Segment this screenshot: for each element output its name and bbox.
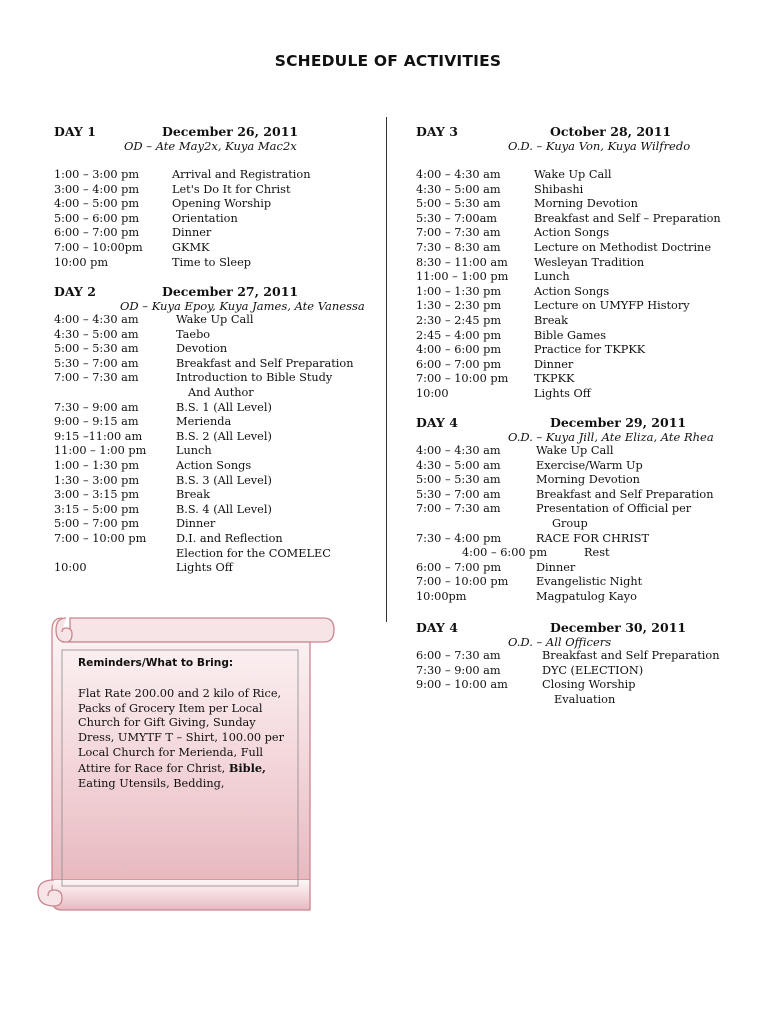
schedule-row: [54, 532, 374, 547]
schedule-time: 9:00 – 10:00 am: [416, 678, 508, 692]
reminders-text: [78, 656, 290, 791]
schedule-row: [416, 649, 756, 664]
schedule-row: [416, 183, 756, 198]
schedule-activity: Taebo: [176, 327, 211, 341]
schedule-time: 7:00 – 10:00 pm: [54, 531, 147, 545]
schedule-row: [416, 387, 756, 402]
schedule-activity: And Author: [188, 385, 254, 399]
column-divider: [386, 117, 387, 622]
schedule-activity: Wake Up Call: [176, 313, 254, 326]
schedule-time: 10:00: [416, 386, 449, 400]
schedule-time: 9:15 –11:00 am: [54, 429, 143, 443]
schedule-activity: Group: [552, 516, 588, 530]
schedule-time: 8:30 – 11:00 am: [416, 255, 508, 269]
schedule-row: [54, 168, 374, 183]
schedule-row: [416, 546, 756, 561]
schedule-row: [416, 372, 756, 387]
day-4b-schedule: [416, 620, 756, 707]
reminders-line: [78, 761, 290, 777]
schedule-time: 10:00 pm: [54, 255, 109, 269]
schedule-row: [416, 285, 756, 300]
schedule-activity: TKPKK: [534, 372, 575, 386]
schedule-time: 3:15 – 5:00 pm: [54, 502, 140, 516]
schedule-time: 7:00 – 10:00pm: [54, 240, 143, 254]
schedule-row: [416, 517, 756, 532]
schedule-time: 4:30 – 5:00 am: [416, 458, 501, 472]
reminders-line: Packs of Grocery Item per Local: [78, 701, 263, 715]
schedule-row: [416, 575, 756, 590]
schedule-row: [54, 386, 374, 401]
schedule-activity: Break: [534, 313, 568, 327]
schedule-row: [54, 256, 374, 271]
schedule-activity: Devotion: [176, 342, 228, 356]
schedule-activity: D.I. and Reflection: [176, 531, 283, 545]
schedule-activity: Breakfast and Self Preparation: [176, 356, 354, 370]
schedule-time: 7:00 – 7:30 am: [416, 502, 501, 516]
schedule-time: 2:45 – 4:00 pm: [416, 328, 502, 342]
day-4-schedule: [416, 415, 756, 605]
schedule-activity: B.S. 4 (All Level): [176, 502, 272, 516]
day-1-schedule: [54, 124, 374, 270]
schedule-activity: Election for the COMELEC: [176, 546, 331, 560]
schedule-time: 4:00 – 5:00 pm: [54, 197, 140, 211]
schedule-time: 7:30 – 8:30 am: [416, 240, 501, 254]
schedule-row: [54, 197, 374, 212]
day-header: [54, 124, 374, 139]
day-header: [416, 620, 756, 635]
schedule-activity: Rest: [584, 546, 610, 560]
schedule-time: 9:00 – 9:15 am: [54, 415, 139, 429]
schedule-activity: Wesleyan Tradition: [534, 255, 645, 269]
schedule-row: [54, 401, 374, 416]
schedule-row: [54, 561, 374, 576]
schedule-activity: Practice for TKPKK: [534, 343, 646, 357]
schedule-time: 1:30 – 3:00 pm: [54, 473, 140, 487]
schedule-row: [416, 459, 756, 474]
day-label: DAY 1: [54, 124, 96, 139]
schedule-activity: Lunch: [534, 270, 570, 284]
schedule-row: [54, 503, 374, 518]
day-date: December 29, 2011: [550, 415, 687, 430]
schedule-row: [54, 241, 374, 256]
schedule-activity: Exercise/Warm Up: [536, 458, 643, 472]
schedule-activity: Shibashi: [534, 182, 584, 196]
schedule-row: [416, 256, 756, 271]
schedule-activity: Orientation: [172, 211, 238, 225]
officer-of-the-day: O.D. – Kuya Jill, Ate Eliza, Ate Rhea: [508, 430, 714, 444]
officer-of-the-day: O.D. – All Officers: [508, 635, 612, 649]
schedule-activity: Magpatulog Kayo: [536, 589, 637, 603]
schedule-row: [416, 212, 756, 227]
schedule-row: [54, 547, 374, 562]
schedule-activity: Dinner: [536, 560, 576, 574]
schedule-time: 5:00 – 5:30 am: [416, 197, 501, 211]
reminders-bold-word: Bible,: [228, 760, 266, 775]
schedule-time: 6:00 – 7:00 pm: [54, 226, 140, 240]
schedule-row: [416, 343, 756, 358]
schedule-time: 5:00 – 5:30 am: [54, 342, 139, 356]
schedule-row: [416, 329, 756, 344]
day-label: DAY 3: [416, 124, 458, 139]
schedule-row: [54, 313, 374, 328]
schedule-row: [54, 371, 374, 386]
officer-of-the-day: OD – Ate May2x, Kuya Mac2x: [124, 139, 297, 153]
schedule-activity: Breakfast and Self Preparation: [536, 487, 714, 501]
schedule-time: 5:30 – 7:00 am: [416, 487, 501, 501]
schedule-activity: Action Songs: [176, 458, 252, 472]
page-title: SCHEDULE OF ACTIVITIES: [274, 52, 502, 70]
schedule-row: [416, 532, 756, 547]
schedule-row: [416, 168, 756, 183]
schedule-row: [54, 459, 374, 474]
schedule-time: 4:00 – 4:30 am: [416, 444, 501, 457]
schedule-row: [416, 226, 756, 241]
schedule-activity: Wake Up Call: [534, 168, 612, 181]
schedule-time: 5:30 – 7:00 am: [54, 356, 139, 370]
schedule-row: [54, 444, 374, 459]
day-header: [416, 124, 756, 139]
reminders-line: Flat Rate 200.00 and 2 kilo of Rice,: [78, 686, 282, 700]
schedule-time: 11:00 – 1:00 pm: [416, 270, 509, 284]
schedule-activity: Morning Devotion: [534, 197, 638, 211]
schedule-activity: Bible Games: [534, 328, 606, 342]
schedule-activity: Arrival and Registration: [172, 168, 311, 181]
day-3-schedule: [416, 124, 756, 402]
schedule-time: 6:00 – 7:00 pm: [416, 357, 502, 371]
schedule-activity: Introduction to Bible Study: [176, 371, 333, 385]
day-date: December 30, 2011: [550, 620, 687, 635]
schedule-row: [54, 474, 374, 489]
schedule-row: [416, 561, 756, 576]
schedule-activity: RACE FOR CHRIST: [536, 531, 650, 545]
schedule-row: [416, 678, 756, 693]
schedule-activity: Closing Worship: [542, 678, 636, 692]
reminders-heading: Reminders/What to Bring:: [78, 657, 234, 669]
schedule-activity: Dinner: [534, 357, 574, 371]
schedule-time: 3:00 – 3:15 pm: [54, 488, 140, 502]
officer-of-the-day: OD – Kuya Epoy, Kuya James, Ate Vanessa: [120, 299, 365, 313]
schedule-activity: DYC (ELECTION): [542, 663, 644, 677]
schedule-row: [54, 212, 374, 227]
schedule-activity: Evangelistic Night: [536, 575, 643, 589]
schedule-time: 1:30 – 2:30 pm: [416, 299, 502, 313]
schedule-time: 4:00 – 4:30 am: [416, 168, 501, 181]
schedule-row: [416, 197, 756, 212]
reminders-line: Local Church for Merienda, Full: [78, 745, 264, 759]
reminders-line: Eating Utensils, Bedding,: [78, 776, 225, 790]
day-date: December 27, 2011: [162, 284, 299, 299]
schedule-activity: Lunch: [176, 444, 212, 458]
schedule-activity: Wake Up Call: [536, 444, 614, 457]
schedule-time: 5:00 – 6:00 pm: [54, 211, 140, 225]
schedule-time: 1:00 – 1:30 pm: [416, 284, 502, 298]
schedule-time: 7:30 – 9:00 am: [54, 400, 139, 414]
schedule-row: [416, 314, 756, 329]
spacer: [416, 153, 756, 168]
reminders-line-text: Attire for Race for Christ,: [78, 761, 229, 775]
schedule-time: 4:00 – 6:00 pm: [462, 546, 548, 560]
schedule-time: 10:00pm: [416, 589, 467, 603]
schedule-time: 3:00 – 4:00 pm: [54, 182, 140, 196]
schedule-time: 4:30 – 5:00 am: [416, 182, 501, 196]
schedule-time: 7:00 – 7:30 am: [416, 226, 501, 240]
schedule-row: [54, 430, 374, 445]
schedule-time: 7:00 – 10:00 pm: [416, 372, 509, 386]
schedule-row: [416, 693, 756, 708]
schedule-activity: GKMK: [172, 240, 210, 254]
schedule-time: 5:30 – 7:00am: [416, 211, 498, 225]
schedule-row: [54, 342, 374, 357]
schedule-row: [54, 328, 374, 343]
day-date: October 28, 2011: [550, 124, 672, 139]
schedule-time: 6:00 – 7:30 am: [416, 649, 501, 662]
schedule-activity: Dinner: [176, 517, 216, 531]
schedule-row: [54, 488, 374, 503]
schedule-time: 4:00 – 6:00 pm: [416, 343, 502, 357]
day-label: DAY 4: [416, 620, 458, 635]
schedule-time: 1:00 – 1:30 pm: [54, 458, 140, 472]
schedule-activity: Lights Off: [534, 386, 591, 400]
schedule-row: [416, 241, 756, 256]
schedule-row: [416, 444, 756, 459]
schedule-activity: Let's Do It for Christ: [172, 182, 291, 196]
schedule-activity: Breakfast and Self Preparation: [542, 649, 720, 662]
schedule-time: 7:30 – 4:00 pm: [416, 531, 502, 545]
schedule-activity: Presentation of Official per: [536, 502, 692, 516]
schedule-row: [416, 473, 756, 488]
schedule-row: [416, 590, 756, 605]
schedule-activity: Time to Sleep: [172, 255, 252, 269]
schedule-activity: Lights Off: [176, 561, 233, 575]
schedule-activity: B.S. 1 (All Level): [176, 400, 272, 414]
schedule-row: [54, 415, 374, 430]
schedule-row: [54, 183, 374, 198]
schedule-time: 2:30 – 2:45 pm: [416, 313, 502, 327]
schedule-row: [54, 226, 374, 241]
schedule-row: [54, 357, 374, 372]
schedule-time: 11:00 – 1:00 pm: [54, 444, 147, 458]
schedule-row: [416, 488, 756, 503]
spacer: [54, 153, 374, 168]
officer-of-the-day: O.D. – Kuya Von, Kuya Wilfredo: [508, 139, 691, 153]
schedule-activity: Evaluation: [554, 692, 616, 706]
reminders-line: Dress, UMYTF T – Shirt, 100.00 per: [78, 731, 284, 745]
day-header: [54, 284, 374, 299]
day-date: December 26, 2011: [162, 124, 299, 139]
schedule-row: [416, 358, 756, 373]
schedule-activity: Action Songs: [534, 226, 610, 240]
day-2-schedule: [54, 284, 374, 576]
schedule-time: 7:30 – 9:00 am: [416, 663, 501, 677]
schedule-time: 6:00 – 7:00 pm: [416, 560, 502, 574]
schedule-activity: Action Songs: [534, 284, 610, 298]
schedule-time: 7:00 – 10:00 pm: [416, 575, 509, 589]
schedule-time: 7:00 – 7:30 am: [54, 371, 139, 385]
schedule-row: [416, 299, 756, 314]
schedule-activity: Morning Devotion: [536, 473, 640, 487]
schedule-activity: Lecture on UMYFP History: [534, 299, 690, 313]
schedule-time: 1:00 – 3:00 pm: [54, 168, 140, 181]
schedule-time: 10:00: [54, 561, 87, 575]
schedule-activity: Lecture on Methodist Doctrine: [534, 240, 712, 254]
schedule-row: [416, 664, 756, 679]
schedule-activity: Break: [176, 488, 210, 502]
schedule-activity: B.S. 2 (All Level): [176, 429, 272, 443]
schedule-row: [416, 502, 756, 517]
schedule-time: 5:00 – 5:30 am: [416, 473, 501, 487]
schedule-row: [416, 270, 756, 285]
day-header: [416, 415, 756, 430]
schedule-activity: Opening Worship: [172, 197, 272, 211]
schedule-time: 4:30 – 5:00 am: [54, 327, 139, 341]
reminders-line: Church for Gift Giving, Sunday: [78, 716, 256, 730]
schedule-activity: Merienda: [176, 415, 232, 429]
schedule-time: 4:00 – 4:30 am: [54, 313, 139, 326]
schedule-activity: Breakfast and Self – Preparation: [534, 211, 721, 225]
day-label: DAY 4: [416, 415, 458, 430]
schedule-activity: Dinner: [172, 226, 212, 240]
day-label: DAY 2: [54, 284, 96, 299]
schedule-row: [54, 517, 374, 532]
schedule-activity: B.S. 3 (All Level): [176, 473, 272, 487]
schedule-time: 5:00 – 7:00 pm: [54, 517, 140, 531]
